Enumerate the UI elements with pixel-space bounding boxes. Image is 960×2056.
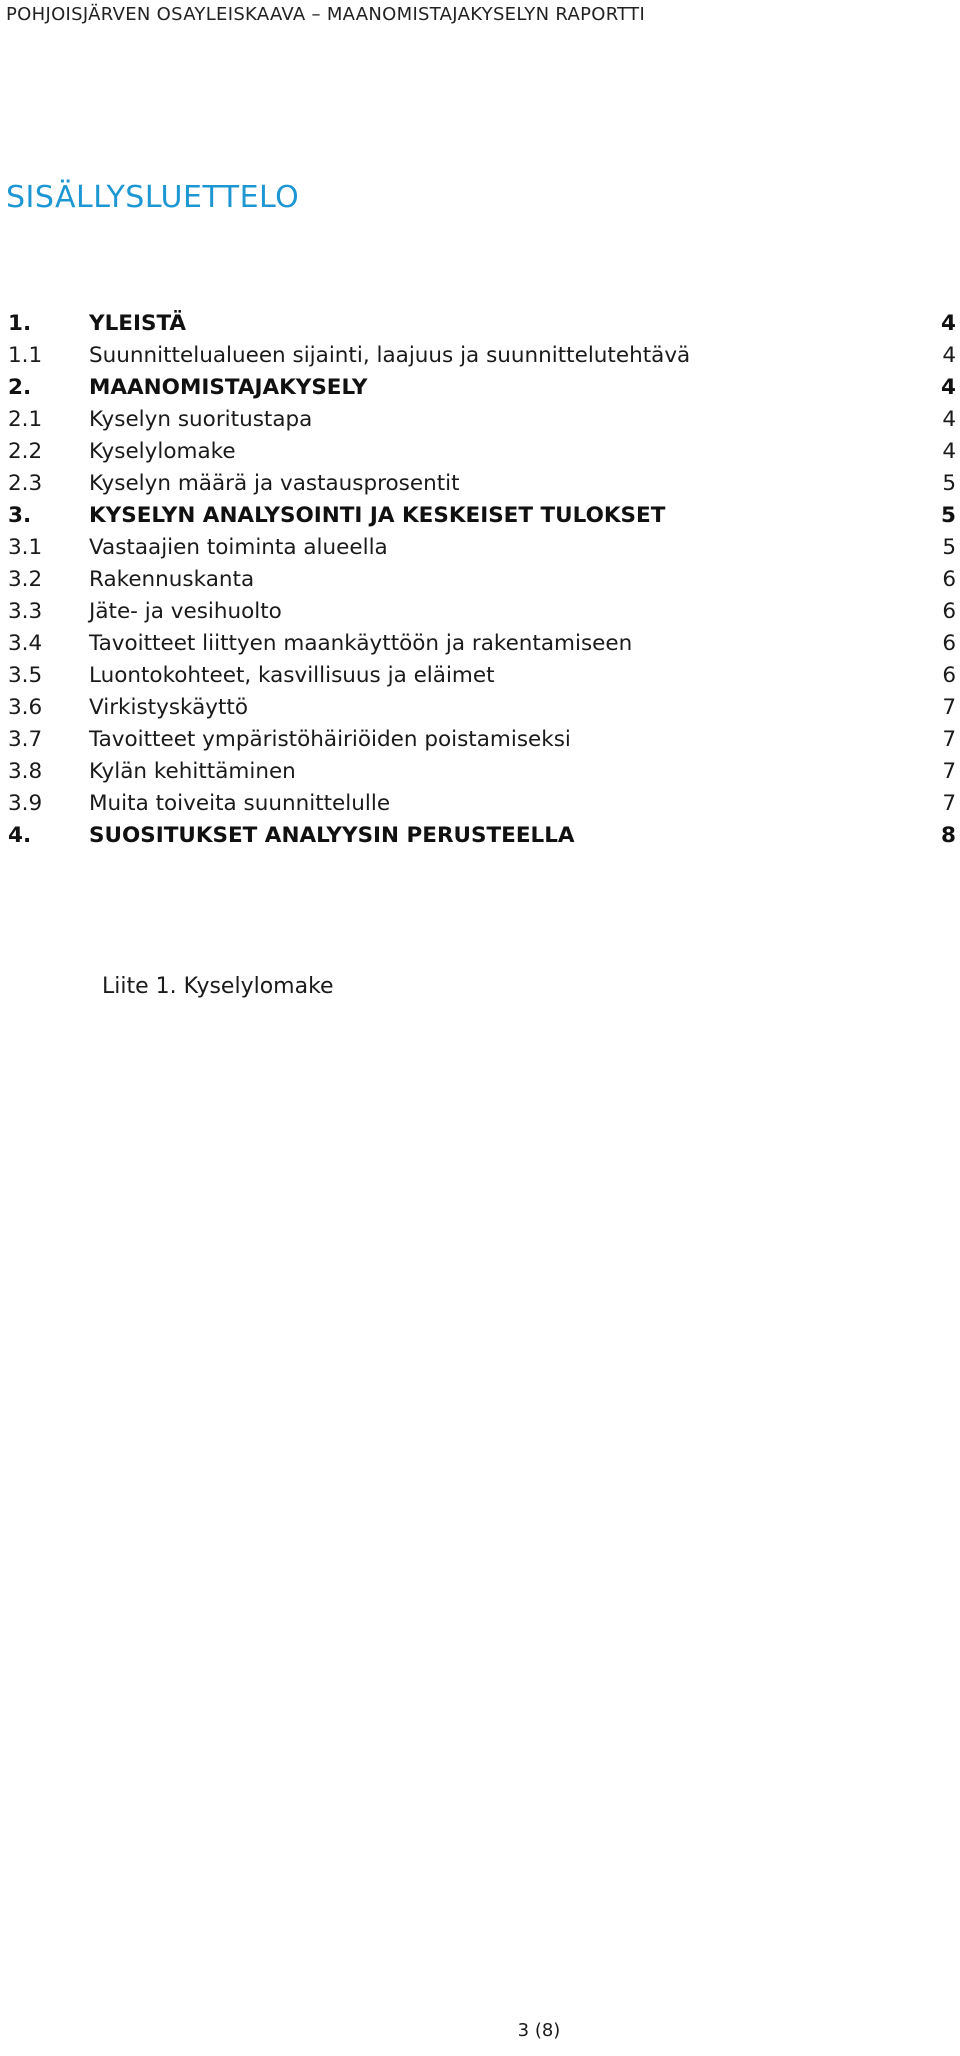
toc-entry[interactable] (8, 756, 956, 788)
toc-entry-page: 6 (942, 663, 956, 688)
toc-entry-number: 3.2 (8, 567, 43, 592)
toc-entry-page: 4 (941, 375, 956, 400)
toc-entry-number: 1. (8, 311, 32, 336)
toc-entry-text: Rakennuskanta (89, 567, 255, 592)
toc-entry-text: Muita toiveita suunnittelulle (89, 791, 391, 816)
toc-entry-page: 5 (941, 503, 956, 528)
toc-entry[interactable] (8, 724, 956, 756)
toc-entry[interactable] (8, 692, 956, 724)
toc-entry-text: Tavoitteet ympäristöhäiriöiden poistamiseksi (89, 727, 571, 752)
toc-entry-text: Tavoitteet liittyen maankäyttöön ja rakentamiseen (89, 631, 633, 656)
toc-entry-text: Luontokohteet, kasvillisuus ja eläimet (89, 663, 495, 688)
toc-entry-page: 7 (942, 759, 956, 784)
toc-entry-page: 8 (941, 823, 956, 848)
toc-entry-text: Vastaajien toiminta alueella (89, 535, 388, 560)
toc-entry-page: 4 (942, 407, 956, 432)
toc-entry-number: 2. (8, 375, 32, 400)
toc-entry-number: 3.5 (8, 663, 43, 688)
toc-entry-text: Kyselylomake (89, 439, 236, 464)
toc-entry-number: 3.8 (8, 759, 43, 784)
toc-entry-page: 6 (942, 599, 956, 624)
toc-entry-number: 3.6 (8, 695, 43, 720)
toc-entry-page: 7 (942, 695, 956, 720)
toc-entry-number: 3.3 (8, 599, 43, 624)
toc-entry-number: 2.2 (8, 439, 43, 464)
toc-entry-number: 4. (8, 823, 32, 848)
toc-entry[interactable] (8, 436, 956, 468)
toc-entry-number: 3. (8, 503, 32, 528)
toc-entry[interactable] (8, 372, 956, 404)
toc-entry-page: 4 (942, 439, 956, 464)
running-header: POHJOISJÄRVEN OSAYLEISKAAVA – MAANOMISTAJAKYSELYN RAPORTTI (6, 4, 646, 25)
toc-title: SISÄLLYSLUETTELO (6, 180, 300, 215)
toc-entry[interactable] (8, 628, 956, 660)
appendix-line: Liite 1. Kyselylomake (102, 974, 334, 999)
toc-entry-number: 2.3 (8, 471, 43, 496)
toc-entry-text: Virkistyskäyttö (89, 695, 249, 720)
toc-entry[interactable] (8, 468, 956, 500)
toc-entry-page: 4 (942, 343, 956, 368)
toc-entry-page: 6 (942, 631, 956, 656)
toc-entry[interactable] (8, 660, 956, 692)
toc-entry-page: 7 (942, 791, 956, 816)
toc-entry[interactable] (8, 500, 956, 532)
toc-entry-text: Kylän kehittäminen (89, 759, 296, 784)
toc-entry[interactable] (8, 788, 956, 820)
toc-entry-page: 7 (942, 727, 956, 752)
toc-entry[interactable] (8, 308, 956, 340)
toc-list (8, 308, 956, 852)
toc-entry-text: KYSELYN ANALYSOINTI JA KESKEISET TULOKSET (89, 503, 666, 528)
toc-entry-page: 6 (942, 567, 956, 592)
toc-entry-page: 5 (942, 471, 956, 496)
toc-entry-number: 3.1 (8, 535, 43, 560)
toc-entry[interactable] (8, 404, 956, 436)
toc-entry-text: MAANOMISTAJAKYSELY (89, 375, 368, 400)
toc-entry-text: YLEISTÄ (89, 311, 187, 336)
toc-entry[interactable] (8, 596, 956, 628)
toc-entry-page: 5 (942, 535, 956, 560)
page-number: 3 (8) (517, 2020, 561, 2041)
toc-entry[interactable] (8, 564, 956, 596)
toc-entry-text: SUOSITUKSET ANALYYSIN PERUSTEELLA (89, 823, 575, 848)
toc-entry-text: Kyselyn määrä ja vastausprosentit (89, 471, 460, 496)
toc-entry-text: Kyselyn suoritustapa (89, 407, 313, 432)
toc-entry[interactable] (8, 340, 956, 372)
toc-entry-number: 2.1 (8, 407, 43, 432)
page-footer (0, 2020, 960, 2041)
toc-entry-text: Suunnittelualueen sijainti, laajuus ja suunnittelutehtävä (89, 343, 691, 368)
toc-entry-text: Jäte- ja vesihuolto (89, 599, 282, 624)
toc-entry-number: 1.1 (8, 343, 43, 368)
toc-entry[interactable] (8, 532, 956, 564)
toc-entry-number: 3.7 (8, 727, 43, 752)
toc-entry-page: 4 (941, 311, 956, 336)
toc-entry[interactable] (8, 820, 956, 852)
toc-entry-number: 3.9 (8, 791, 43, 816)
toc-entry-number: 3.4 (8, 631, 43, 656)
